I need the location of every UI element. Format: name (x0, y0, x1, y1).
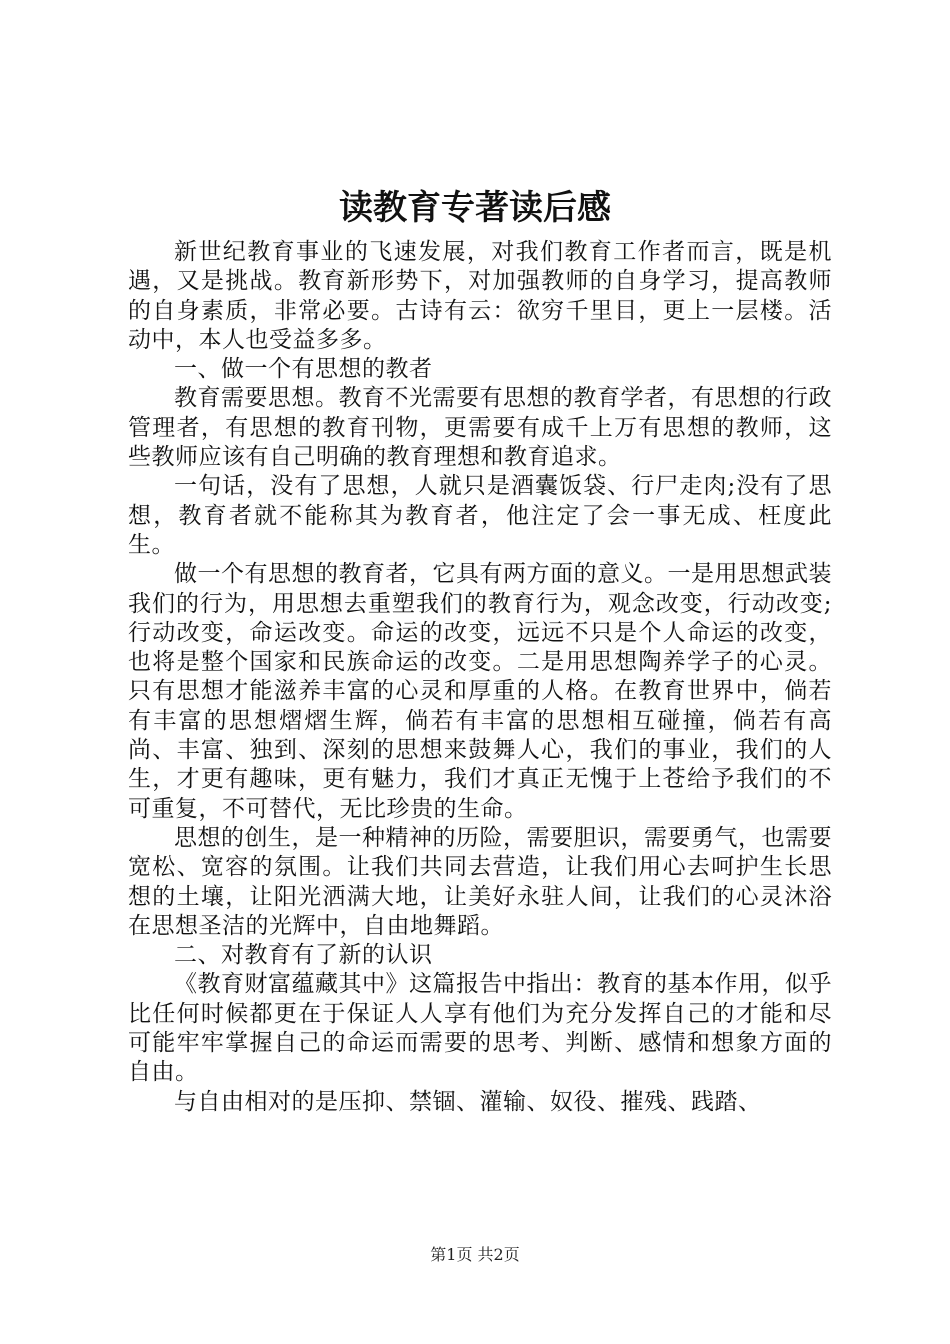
page-footer (0, 1245, 950, 1265)
paragraph: 教育需要思想。教育不光需要有思想的教育学者，有思想的行政管理者，有思想的教育刊物，更需要有成千上万有思想的教师，这些教师应该有自己明确的教育理想和教育追求。 (128, 385, 832, 471)
document-title: 读教育专著读后感 (339, 188, 611, 228)
paragraph: 一句话，没有了思想，人就只是酒囊饭袋、行尸走肉;没有了思想，教育者就不能称其为教育者，他注定了会一事无成、枉度此生。 (128, 473, 832, 558)
page-number-label: 第1页 共2页 (430, 1245, 520, 1264)
paragraph: 思想的创生，是一种精神的历险，需要胆识，需要勇气，也需要宽松、宽容的氛围。让我们共同去营造，让我们用心去呵护生长思想的土壤，让阳光洒满大地，让美好永驻人间，让我们的心灵沐浴在思想圣洁的光辉中，自由地舞蹈。 (128, 824, 832, 939)
section-heading: 二、对教育有了新的认识 (174, 942, 433, 969)
document-body (128, 238, 832, 1117)
paragraph: 新世纪教育事业的飞速发展，对我们教育工作者而言，既是机遇，又是挑战。教育新形势下，对加强教师的自身学习，提高教师的自身素质，非常必要。古诗有云：欲穷千里目，更上一层楼。活动中，本人也受益多多。 (128, 239, 832, 353)
section-heading: 一、做一个有思想的教者 (174, 356, 433, 383)
paragraph: 做一个有思想的教育者，它具有两方面的意义。一是用思想武装我们的行为，用思想去重塑我们的教育行为，观念改变，行动改变;行动改变，命运改变。命运的改变，远远不只是个人命运的改变，也将是整个国家和民族命运的改变。二是用思想陶养学子的心灵。只有思想才能滋养丰富的心灵和厚重的人格。在教育世界中，倘若有丰富的思想熠熠生辉，倘若有丰富的思想相互碰撞，倘若有高尚、丰富、独到、深刻的思想来鼓舞人心，我们的事业，我们的人生，才更有趣味，更有魅力，我们才真正无愧于上苍给予我们的不可重复，不可替代，无比珍贵的生命。 (128, 561, 832, 822)
paragraph: 与自由相对的是压抑、禁锢、灌输、奴役、摧残、践踏、 (174, 1088, 762, 1115)
paragraph: 《教育财富蕴藏其中》这篇报告中指出：教育的基本作用，似乎比任何时候都更在于保证人人享有他们为充分发挥自己的才能和尽可能牢牢掌握自己的命运而需要的思考、判断、感情和想象方面的自由。 (128, 971, 832, 1086)
